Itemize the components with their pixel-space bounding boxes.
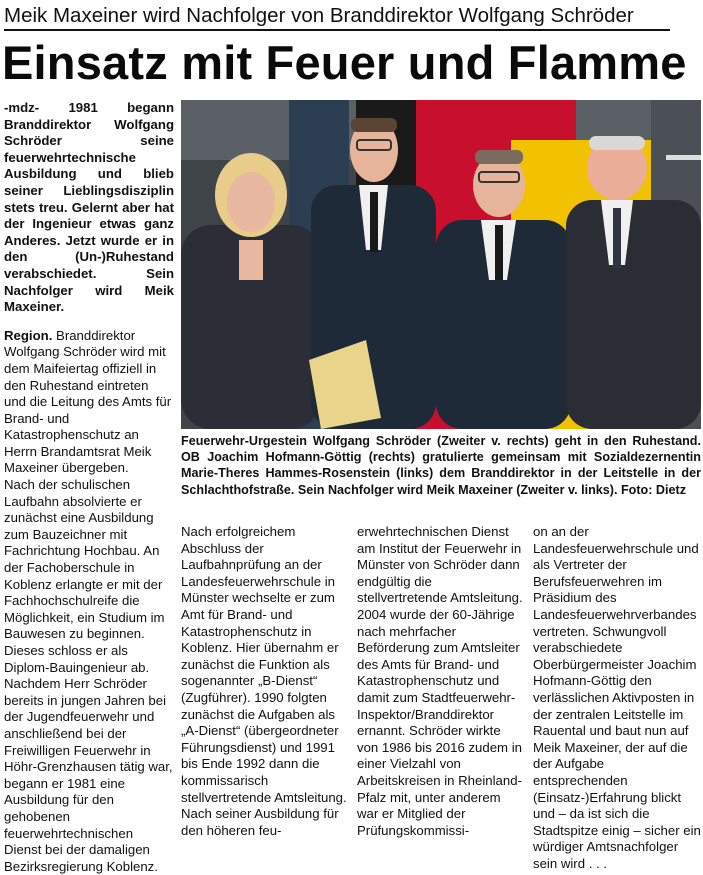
article-headline: Einsatz mit Feuer und Flamme [2, 36, 687, 89]
article-kicker: Meik Maxeiner wird Nachfolger von Branddirektor Wolfgang Schröder [4, 3, 670, 31]
article-photo [181, 100, 701, 429]
article-column-3 [533, 524, 701, 871]
article-column-2-text: erwehrtechnischen Dienst am Institut der Feuerwehr in Münster von Schröder dann endgültig die stellvertretende Amtsleitung. 2004 wurde der 60-Jährige nach mehrfacher Beförderung zum Amtsleiter des Amts für Brand- und Katastrophenschutz und damit zum Stadtfeuerwehr-Inspektor/Branddirektor ernannt. Schröder wirkte von 1986 bis 2016 zudem in einer Vielzahl von Arbeitskreisen in Rheinland-Pfalz mit, unter anderem war er Mitglied der Prüfungskommissi- [357, 524, 523, 838]
article-column-1 [181, 524, 348, 838]
article-dateline: Region. [4, 327, 53, 343]
article-column-3-text: on an der Landesfeuerwehrschule und als Vertreter der Berufsfeuerwehren im Präsidium des Landesfeuerwehrverbandes vertreten. Schwungvoll verabschiedete Oberbürgermeister Joachim Hofmann-Göttig den verlässlichen Aktivposten in der zentralen Leitstelle im Rauental und baut nun auf Meik Maxeiner, der auf die der Aufgabe entsprechenden (Einsatz-)Erfahrung blickt und – da ist sich die Stadtspitze einig – sicher ein würdiger Amtsnachfolger sein wird . . . [533, 524, 701, 871]
article-column-2 [357, 524, 524, 838]
photo-caption: Feuerwehr-Urgestein Wolfgang Schröder (Zweiter v. rechts) geht in den Ruhestand. OB Joachim Hofmann-Göttig (rechts) gratulierte gemeinsam mit Sozialdezernentin Marie-Theres Hammes-Rosenstein (links) dem Branddirektor in der Leitstelle in der Schlachthofstraße. Sein Nachfolger wird Meik Maxeiner (Zweiter v. links). Foto: Dietz [181, 434, 701, 497]
article-column-narrow [4, 100, 174, 874]
photo-illustration [181, 100, 701, 429]
article-body-intro-text: Branddirektor Wolfgang Schröder wird mit dem Maifeiertag offiziell in den Ruhestand eintreten und die Leitung des Amts für Brand- und Katastrophenschutz an Herrn Brandamtsrat Meik Maxeiner übergeben. [4, 327, 172, 476]
article-body-intro [4, 328, 174, 477]
article-column-1-text: Nach erfolgreichem Abschluss der Laufbahnprüfung an der Landesfeuerwehrschule in Münster wechselte er zum Amt für Brand- und Katastrophenschutz in Koblenz. Hier übernahm er zunächst die Funktion als sogenannter „B-Dienst“ (Zugführer). 1990 folgten zunächst die Aufgaben als „A-Dienst“ (übergeordneter Führungsdienst) und 1991 bis Ende 1992 dann die kommissarisch stellvertretende Amtsleitung. Nach seiner Ausbildung für den höheren feu- [181, 524, 347, 838]
article-body-career: Nach der schulischen Laufbahn absolvierte er zunächst eine Ausbildung zum Bauzeichner mit Fachrichtung Hochbau. An der Fachoberschule in Koblenz erlangte er mit der Fachhochschulreife die Möglichkeit, ein Studium im Bauwesen zu beginnen. Dieses schloss er als Diplom-Bauingenieur ab. Nachdem Herr Schröder bereits in jungen Jahren bei der Jugendfeuerwehr und anschließend bei der Freiwilligen Feuerwehr in Höhr-Grenzhausen tätig war, begann er 1981 eine Ausbildung für den gehobenen feuerwehrtechnischen Dienst bei der damaligen Bezirksregierung Koblenz. [4, 477, 173, 874]
article-lead: -mdz- 1981 begann Branddirektor Wolfgang Schröder seine feuerwehrtechnische Ausbildung und blieb seiner Lieblingsdisziplin stets treu. Gelernt aber hat der Ingenieur etwas ganz Anderes. Jetzt wurde er in den (Un-)Ruhestand verabschiedet. Sein Nachfolger wird Meik Maxeiner. [4, 100, 174, 315]
